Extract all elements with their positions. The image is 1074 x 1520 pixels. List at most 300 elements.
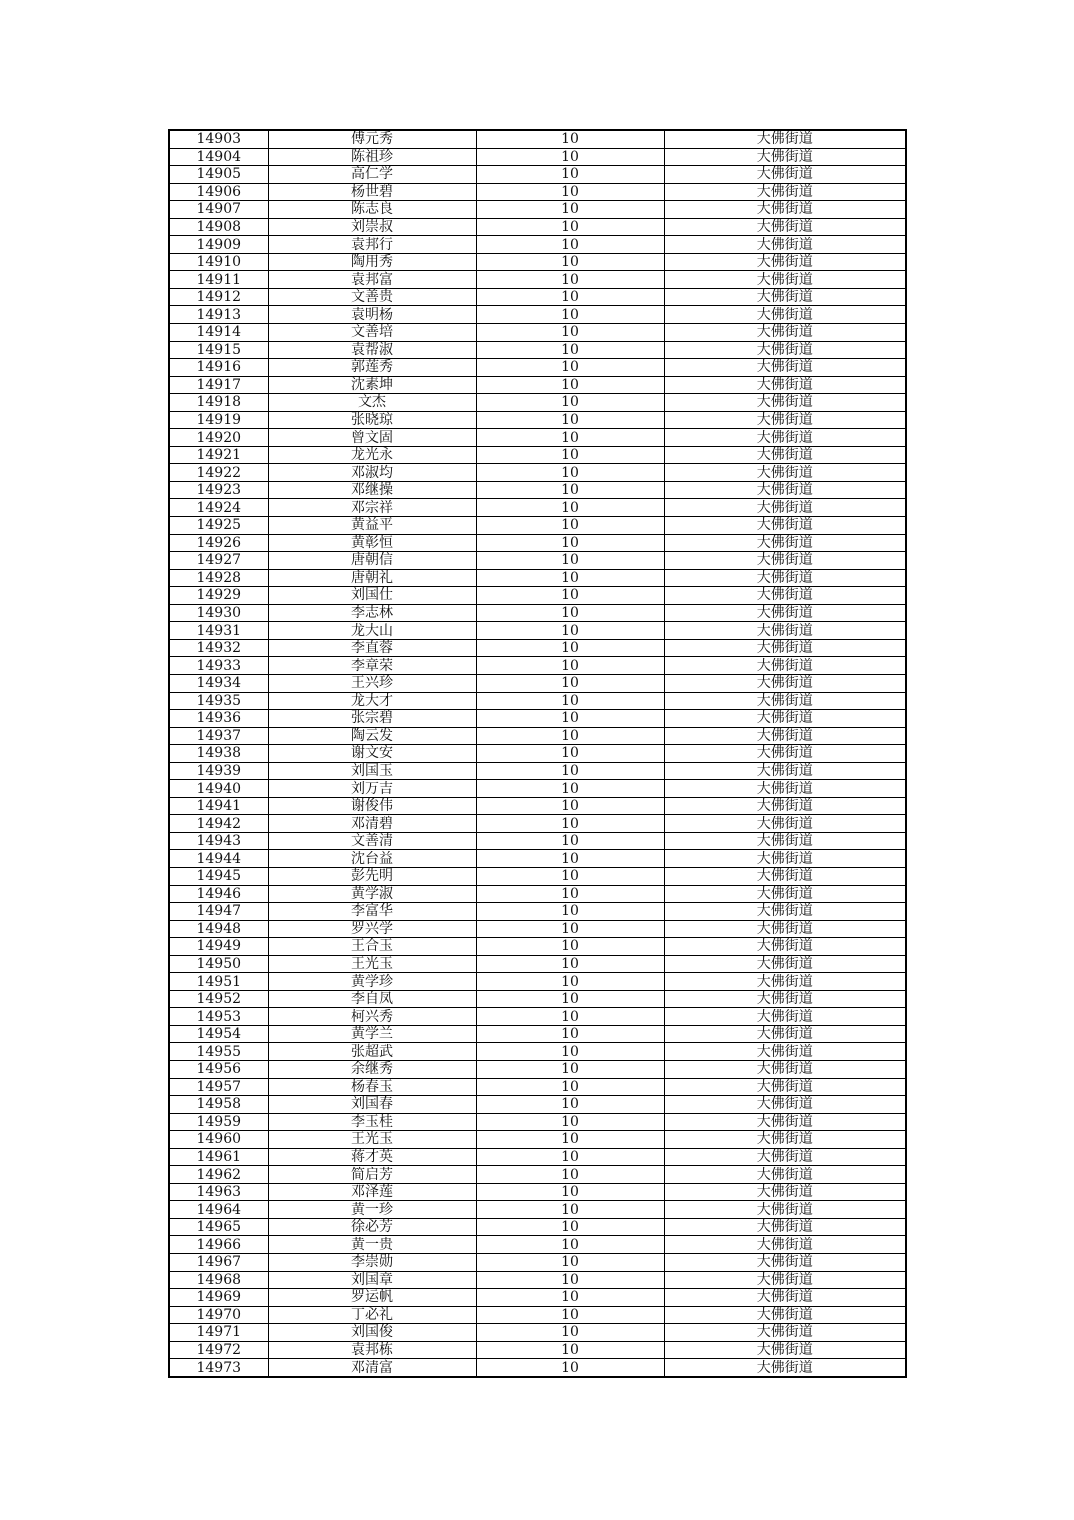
- name-cell: 文杰: [268, 394, 476, 412]
- area-cell: 大佛街道: [664, 569, 906, 587]
- area-cell: 大佛街道: [664, 1271, 906, 1289]
- area-cell: 大佛街道: [664, 938, 906, 956]
- row-id-cell: 14947: [169, 903, 268, 921]
- row-id-cell: 14950: [169, 955, 268, 973]
- amount-cell: 10: [476, 1096, 664, 1114]
- name-cell: 王光玉: [268, 955, 476, 973]
- area-cell: 大佛街道: [664, 1183, 906, 1201]
- row-id-cell: 14939: [169, 762, 268, 780]
- amount-cell: 10: [476, 955, 664, 973]
- table-row: [169, 1183, 906, 1201]
- row-id-cell: 14938: [169, 745, 268, 763]
- amount-cell: 10: [476, 797, 664, 815]
- amount-cell: 10: [476, 1113, 664, 1131]
- table-row: [169, 271, 906, 289]
- row-id-cell: 14957: [169, 1078, 268, 1096]
- row-id-cell: 14929: [169, 587, 268, 605]
- amount-cell: 10: [476, 324, 664, 342]
- amount-cell: 10: [476, 1201, 664, 1219]
- row-id-cell: 14933: [169, 657, 268, 675]
- name-cell: 张超武: [268, 1043, 476, 1061]
- table-row: [169, 1008, 906, 1026]
- name-cell: 黄学兰: [268, 1025, 476, 1043]
- roster-table-body: [169, 130, 906, 1377]
- name-cell: 杨春玉: [268, 1078, 476, 1096]
- amount-cell: 10: [476, 148, 664, 166]
- table-row: [169, 639, 906, 657]
- name-cell: 袁邦行: [268, 236, 476, 254]
- table-row: [169, 1078, 906, 1096]
- row-id-cell: 14960: [169, 1131, 268, 1149]
- area-cell: 大佛街道: [664, 464, 906, 482]
- name-cell: 李崇勋: [268, 1254, 476, 1272]
- row-id-cell: 14973: [169, 1359, 268, 1377]
- row-id-cell: 14920: [169, 429, 268, 447]
- area-cell: 大佛街道: [664, 411, 906, 429]
- area-cell: 大佛街道: [664, 1359, 906, 1377]
- amount-cell: 10: [476, 411, 664, 429]
- name-cell: 黄益平: [268, 517, 476, 535]
- table-row: [169, 622, 906, 640]
- area-cell: 大佛街道: [664, 815, 906, 833]
- table-row: [169, 569, 906, 587]
- amount-cell: 10: [476, 394, 664, 412]
- name-cell: 黄一珍: [268, 1201, 476, 1219]
- area-cell: 大佛街道: [664, 446, 906, 464]
- name-cell: 王合玉: [268, 938, 476, 956]
- name-cell: 谢俊伟: [268, 797, 476, 815]
- amount-cell: 10: [476, 236, 664, 254]
- row-id-cell: 14966: [169, 1236, 268, 1254]
- row-id-cell: 14936: [169, 710, 268, 728]
- row-id-cell: 14930: [169, 604, 268, 622]
- area-cell: 大佛街道: [664, 1218, 906, 1236]
- name-cell: 邓清富: [268, 1359, 476, 1377]
- amount-cell: 10: [476, 359, 664, 377]
- table-row: [169, 324, 906, 342]
- area-cell: 大佛街道: [664, 201, 906, 219]
- row-id-cell: 14934: [169, 674, 268, 692]
- table-row: [169, 552, 906, 570]
- table-row: [169, 481, 906, 499]
- row-id-cell: 14955: [169, 1043, 268, 1061]
- name-cell: 黄学珍: [268, 973, 476, 991]
- name-cell: 龙大山: [268, 622, 476, 640]
- row-id-cell: 14907: [169, 201, 268, 219]
- row-id-cell: 14948: [169, 920, 268, 938]
- table-row: [169, 1113, 906, 1131]
- table-row: [169, 1218, 906, 1236]
- name-cell: 刘国玉: [268, 762, 476, 780]
- row-id-cell: 14904: [169, 148, 268, 166]
- table-row: [169, 850, 906, 868]
- name-cell: 邓泽莲: [268, 1183, 476, 1201]
- area-cell: 大佛街道: [664, 1236, 906, 1254]
- name-cell: 文善培: [268, 324, 476, 342]
- row-id-cell: 14965: [169, 1218, 268, 1236]
- row-id-cell: 14959: [169, 1113, 268, 1131]
- amount-cell: 10: [476, 710, 664, 728]
- area-cell: 大佛街道: [664, 429, 906, 447]
- table-row: [169, 815, 906, 833]
- area-cell: 大佛街道: [664, 1148, 906, 1166]
- table-row: [169, 341, 906, 359]
- table-row: [169, 218, 906, 236]
- row-id-cell: 14908: [169, 218, 268, 236]
- table-row: [169, 411, 906, 429]
- row-id-cell: 14910: [169, 253, 268, 271]
- amount-cell: 10: [476, 1008, 664, 1026]
- table-row: [169, 1131, 906, 1149]
- area-cell: 大佛街道: [664, 639, 906, 657]
- name-cell: 简启芳: [268, 1166, 476, 1184]
- amount-cell: 10: [476, 1359, 664, 1377]
- name-cell: 唐朝信: [268, 552, 476, 570]
- row-id-cell: 14935: [169, 692, 268, 710]
- name-cell: 张宗碧: [268, 710, 476, 728]
- area-cell: 大佛街道: [664, 1306, 906, 1324]
- name-cell: 郭莲秀: [268, 359, 476, 377]
- amount-cell: 10: [476, 1324, 664, 1342]
- row-id-cell: 14931: [169, 622, 268, 640]
- table-row: [169, 464, 906, 482]
- amount-cell: 10: [476, 271, 664, 289]
- amount-cell: 10: [476, 1254, 664, 1272]
- amount-cell: 10: [476, 1236, 664, 1254]
- name-cell: 袁邦富: [268, 271, 476, 289]
- row-id-cell: 14915: [169, 341, 268, 359]
- amount-cell: 10: [476, 780, 664, 798]
- area-cell: 大佛街道: [664, 955, 906, 973]
- amount-cell: 10: [476, 990, 664, 1008]
- name-cell: 龙大才: [268, 692, 476, 710]
- row-id-cell: 14917: [169, 376, 268, 394]
- row-id-cell: 14912: [169, 288, 268, 306]
- name-cell: 文善贵: [268, 288, 476, 306]
- row-id-cell: 14918: [169, 394, 268, 412]
- table-row: [169, 534, 906, 552]
- name-cell: 袁邦栋: [268, 1341, 476, 1359]
- amount-cell: 10: [476, 850, 664, 868]
- table-row: [169, 1166, 906, 1184]
- amount-cell: 10: [476, 1271, 664, 1289]
- name-cell: 邓继操: [268, 481, 476, 499]
- row-id-cell: 14954: [169, 1025, 268, 1043]
- amount-cell: 10: [476, 1060, 664, 1078]
- table-row: [169, 1324, 906, 1342]
- name-cell: 刘国俊: [268, 1324, 476, 1342]
- row-id-cell: 14958: [169, 1096, 268, 1114]
- name-cell: 蒋才英: [268, 1148, 476, 1166]
- row-id-cell: 14943: [169, 832, 268, 850]
- area-cell: 大佛街道: [664, 903, 906, 921]
- row-id-cell: 14945: [169, 867, 268, 885]
- amount-cell: 10: [476, 1306, 664, 1324]
- table-row: [169, 148, 906, 166]
- row-id-cell: 14916: [169, 359, 268, 377]
- amount-cell: 10: [476, 1078, 664, 1096]
- table-row: [169, 604, 906, 622]
- row-id-cell: 14923: [169, 481, 268, 499]
- amount-cell: 10: [476, 657, 664, 675]
- table-row: [169, 903, 906, 921]
- amount-cell: 10: [476, 1148, 664, 1166]
- amount-cell: 10: [476, 552, 664, 570]
- table-row: [169, 885, 906, 903]
- amount-cell: 10: [476, 1025, 664, 1043]
- row-id-cell: 14942: [169, 815, 268, 833]
- row-id-cell: 14972: [169, 1341, 268, 1359]
- amount-cell: 10: [476, 376, 664, 394]
- name-cell: 王兴珍: [268, 674, 476, 692]
- amount-cell: 10: [476, 183, 664, 201]
- row-id-cell: 14940: [169, 780, 268, 798]
- area-cell: 大佛街道: [664, 534, 906, 552]
- table-row: [169, 183, 906, 201]
- area-cell: 大佛街道: [664, 1166, 906, 1184]
- table-row: [169, 1025, 906, 1043]
- area-cell: 大佛街道: [664, 692, 906, 710]
- amount-cell: 10: [476, 130, 664, 148]
- row-id-cell: 14961: [169, 1148, 268, 1166]
- amount-cell: 10: [476, 762, 664, 780]
- table-row: [169, 376, 906, 394]
- area-cell: 大佛街道: [664, 1131, 906, 1149]
- row-id-cell: 14952: [169, 990, 268, 1008]
- name-cell: 黄一贵: [268, 1236, 476, 1254]
- table-row: [169, 587, 906, 605]
- amount-cell: 10: [476, 218, 664, 236]
- table-row: [169, 692, 906, 710]
- row-id-cell: 14905: [169, 166, 268, 184]
- name-cell: 柯兴秀: [268, 1008, 476, 1026]
- name-cell: 陈志良: [268, 201, 476, 219]
- amount-cell: 10: [476, 306, 664, 324]
- area-cell: 大佛街道: [664, 218, 906, 236]
- name-cell: 李志林: [268, 604, 476, 622]
- name-cell: 邓宗祥: [268, 499, 476, 517]
- name-cell: 刘万吉: [268, 780, 476, 798]
- name-cell: 邓清碧: [268, 815, 476, 833]
- table-row: [169, 1148, 906, 1166]
- table-row: [169, 762, 906, 780]
- table-row: [169, 745, 906, 763]
- table-row: [169, 657, 906, 675]
- table-row: [169, 1060, 906, 1078]
- amount-cell: 10: [476, 446, 664, 464]
- amount-cell: 10: [476, 481, 664, 499]
- area-cell: 大佛街道: [664, 324, 906, 342]
- row-id-cell: 14968: [169, 1271, 268, 1289]
- row-id-cell: 14969: [169, 1289, 268, 1307]
- amount-cell: 10: [476, 1043, 664, 1061]
- row-id-cell: 14925: [169, 517, 268, 535]
- amount-cell: 10: [476, 253, 664, 271]
- table-row: [169, 938, 906, 956]
- name-cell: 陈祖珍: [268, 148, 476, 166]
- amount-cell: 10: [476, 464, 664, 482]
- name-cell: 李直蓉: [268, 639, 476, 657]
- name-cell: 余继秀: [268, 1060, 476, 1078]
- area-cell: 大佛街道: [664, 394, 906, 412]
- name-cell: 王光玉: [268, 1131, 476, 1149]
- name-cell: 文善清: [268, 832, 476, 850]
- row-id-cell: 14926: [169, 534, 268, 552]
- name-cell: 张晓琼: [268, 411, 476, 429]
- amount-cell: 10: [476, 1166, 664, 1184]
- amount-cell: 10: [476, 288, 664, 306]
- row-id-cell: 14971: [169, 1324, 268, 1342]
- row-id-cell: 14928: [169, 569, 268, 587]
- table-row: [169, 867, 906, 885]
- row-id-cell: 14922: [169, 464, 268, 482]
- row-id-cell: 14949: [169, 938, 268, 956]
- area-cell: 大佛街道: [664, 762, 906, 780]
- amount-cell: 10: [476, 341, 664, 359]
- area-cell: 大佛街道: [664, 148, 906, 166]
- area-cell: 大佛街道: [664, 183, 906, 201]
- name-cell: 李章荣: [268, 657, 476, 675]
- name-cell: 邓淑均: [268, 464, 476, 482]
- table-row: [169, 955, 906, 973]
- name-cell: 袁帮淑: [268, 341, 476, 359]
- table-row: [169, 1271, 906, 1289]
- area-cell: 大佛街道: [664, 990, 906, 1008]
- area-cell: 大佛街道: [664, 1008, 906, 1026]
- area-cell: 大佛街道: [664, 236, 906, 254]
- name-cell: 傅元秀: [268, 130, 476, 148]
- table-row: [169, 253, 906, 271]
- name-cell: 李玉桂: [268, 1113, 476, 1131]
- area-cell: 大佛街道: [664, 657, 906, 675]
- area-cell: 大佛街道: [664, 376, 906, 394]
- name-cell: 黄学淑: [268, 885, 476, 903]
- area-cell: 大佛街道: [664, 1324, 906, 1342]
- row-id-cell: 14953: [169, 1008, 268, 1026]
- name-cell: 李富华: [268, 903, 476, 921]
- name-cell: 彭先明: [268, 867, 476, 885]
- table-row: [169, 920, 906, 938]
- row-id-cell: 14924: [169, 499, 268, 517]
- row-id-cell: 14919: [169, 411, 268, 429]
- amount-cell: 10: [476, 429, 664, 447]
- table-row: [169, 1254, 906, 1272]
- area-cell: 大佛街道: [664, 920, 906, 938]
- table-row: [169, 429, 906, 447]
- amount-cell: 10: [476, 587, 664, 605]
- amount-cell: 10: [476, 832, 664, 850]
- amount-cell: 10: [476, 517, 664, 535]
- area-cell: 大佛街道: [664, 885, 906, 903]
- name-cell: 龙光永: [268, 446, 476, 464]
- amount-cell: 10: [476, 867, 664, 885]
- table-row: [169, 288, 906, 306]
- amount-cell: 10: [476, 1131, 664, 1149]
- table-row: [169, 394, 906, 412]
- table-row: [169, 1043, 906, 1061]
- name-cell: 杨世碧: [268, 183, 476, 201]
- table-row: [169, 832, 906, 850]
- row-id-cell: 14906: [169, 183, 268, 201]
- amount-cell: 10: [476, 973, 664, 991]
- area-cell: 大佛街道: [664, 166, 906, 184]
- amount-cell: 10: [476, 938, 664, 956]
- row-id-cell: 14944: [169, 850, 268, 868]
- area-cell: 大佛街道: [664, 1341, 906, 1359]
- table-row: [169, 201, 906, 219]
- row-id-cell: 14913: [169, 306, 268, 324]
- area-cell: 大佛街道: [664, 832, 906, 850]
- row-id-cell: 14909: [169, 236, 268, 254]
- amount-cell: 10: [476, 692, 664, 710]
- area-cell: 大佛街道: [664, 481, 906, 499]
- area-cell: 大佛街道: [664, 359, 906, 377]
- name-cell: 刘国章: [268, 1271, 476, 1289]
- table-row: [169, 674, 906, 692]
- row-id-cell: 14914: [169, 324, 268, 342]
- table-row: [169, 710, 906, 728]
- table-row: [169, 306, 906, 324]
- area-cell: 大佛街道: [664, 517, 906, 535]
- amount-cell: 10: [476, 1341, 664, 1359]
- area-cell: 大佛街道: [664, 499, 906, 517]
- area-cell: 大佛街道: [664, 271, 906, 289]
- area-cell: 大佛街道: [664, 306, 906, 324]
- name-cell: 袁明杨: [268, 306, 476, 324]
- row-id-cell: 14911: [169, 271, 268, 289]
- table-row: [169, 499, 906, 517]
- amount-cell: 10: [476, 1289, 664, 1307]
- table-row: [169, 1236, 906, 1254]
- row-id-cell: 14967: [169, 1254, 268, 1272]
- amount-cell: 10: [476, 885, 664, 903]
- table-row: [169, 1201, 906, 1219]
- area-cell: 大佛街道: [664, 850, 906, 868]
- row-id-cell: 14903: [169, 130, 268, 148]
- area-cell: 大佛街道: [664, 973, 906, 991]
- amount-cell: 10: [476, 727, 664, 745]
- name-cell: 刘国仕: [268, 587, 476, 605]
- amount-cell: 10: [476, 1183, 664, 1201]
- amount-cell: 10: [476, 534, 664, 552]
- table-row: [169, 1096, 906, 1114]
- name-cell: 曾文固: [268, 429, 476, 447]
- name-cell: 谢文安: [268, 745, 476, 763]
- table-row: [169, 973, 906, 991]
- row-id-cell: 14932: [169, 639, 268, 657]
- table-row: [169, 1289, 906, 1307]
- area-cell: 大佛街道: [664, 1254, 906, 1272]
- amount-cell: 10: [476, 569, 664, 587]
- table-row: [169, 1359, 906, 1377]
- name-cell: 沈素坤: [268, 376, 476, 394]
- area-cell: 大佛街道: [664, 780, 906, 798]
- table-row: [169, 130, 906, 148]
- row-id-cell: 14956: [169, 1060, 268, 1078]
- amount-cell: 10: [476, 201, 664, 219]
- area-cell: 大佛街道: [664, 710, 906, 728]
- amount-cell: 10: [476, 903, 664, 921]
- row-id-cell: 14963: [169, 1183, 268, 1201]
- name-cell: 唐朝礼: [268, 569, 476, 587]
- row-id-cell: 14941: [169, 797, 268, 815]
- name-cell: 李自凤: [268, 990, 476, 1008]
- table-row: [169, 1306, 906, 1324]
- area-cell: 大佛街道: [664, 1043, 906, 1061]
- amount-cell: 10: [476, 166, 664, 184]
- amount-cell: 10: [476, 639, 664, 657]
- table-row: [169, 517, 906, 535]
